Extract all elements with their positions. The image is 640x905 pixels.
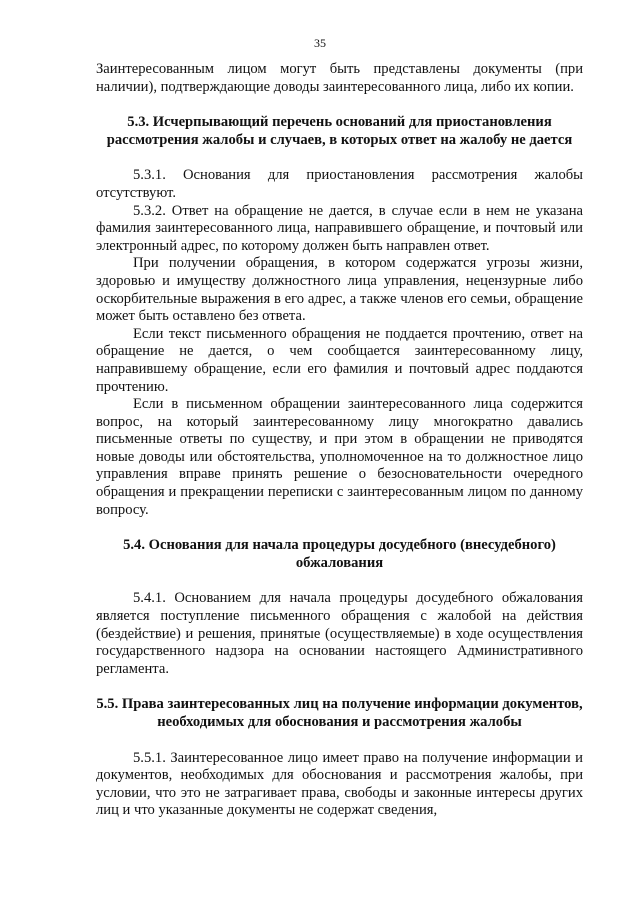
paragraph: Заинтересованным лицом могут быть представлены документы (при наличии), подтверждающие доводы заинтересованного лица, либо их копии.: [96, 61, 583, 95]
paragraph: Если в письменном обращении заинтересованного лица содержится вопрос, на который заинтересованному лицу многократно давались письменные ответы по существу, и при этом в обращении не приводятся новые доводы или обстоятельства, уполномоченное на то должностное лицо управления вправе принять решение о безосновательности очередного обращения и прекращении переписки с заинтересованным лицом по данному вопросу.: [96, 396, 583, 518]
page-number: 35: [314, 36, 326, 50]
document-body: [96, 61, 583, 820]
paragraph-5-3-2: 5.3.2. Ответ на обращение не дается, в случае если в нем не указана фамилия заинтересованного лица, направившего обращение, и почтовый или электронный адрес, по которому должен быть направлен ответ.: [96, 202, 583, 254]
paragraph-5-3-1: 5.3.1. Основания для приостановления рассмотрения жалобы отсутствуют.: [96, 167, 583, 201]
section-heading-5-3: 5.3. Исчерпывающий перечень оснований для приостановления рассмотрения жалобы и случаев, в которых ответ на жалобу не дается: [106, 114, 573, 148]
section-heading-5-5: 5.5. Права заинтересованных лиц на получение информации документов, необходимых для обоснования и рассмотрения жалобы: [96, 696, 583, 730]
section-heading-5-4: 5.4. Основания для начала процедуры досудебного (внесудебного) обжалования: [123, 537, 556, 571]
paragraph: При получении обращения, в котором содержатся угрозы жизни, здоровью и имуществу должностного лица управления, нецензурные либо оскорбительные выражения в его адрес, а также членов его семьи, обращение может быть оставлено без ответа.: [96, 255, 583, 325]
paragraph-5-5-1: 5.5.1. Заинтересованное лицо имеет право на получение информации и документов, необходимых для обоснования и рассмотрения жалобы, при условии, что это не затрагивает права, свободы и законные интересы других лиц и что указанные документы не содержат сведения,: [96, 749, 583, 819]
paragraph-5-4-1: 5.4.1. Основанием для начала процедуры досудебного обжалования является поступление письменного обращения с жалобой на действия (бездействие) и решения, принятые (осуществляемые) в ходе осуществления государственного надзора на основании настоящего Административного регламента.: [96, 590, 583, 677]
paragraph: Если текст письменного обращения не поддается прочтению, ответ на обращение не дается, о чем сообщается заинтересованному лицу, направившему обращение, если его фамилия и почтовый адрес поддаются прочтению.: [96, 325, 583, 395]
